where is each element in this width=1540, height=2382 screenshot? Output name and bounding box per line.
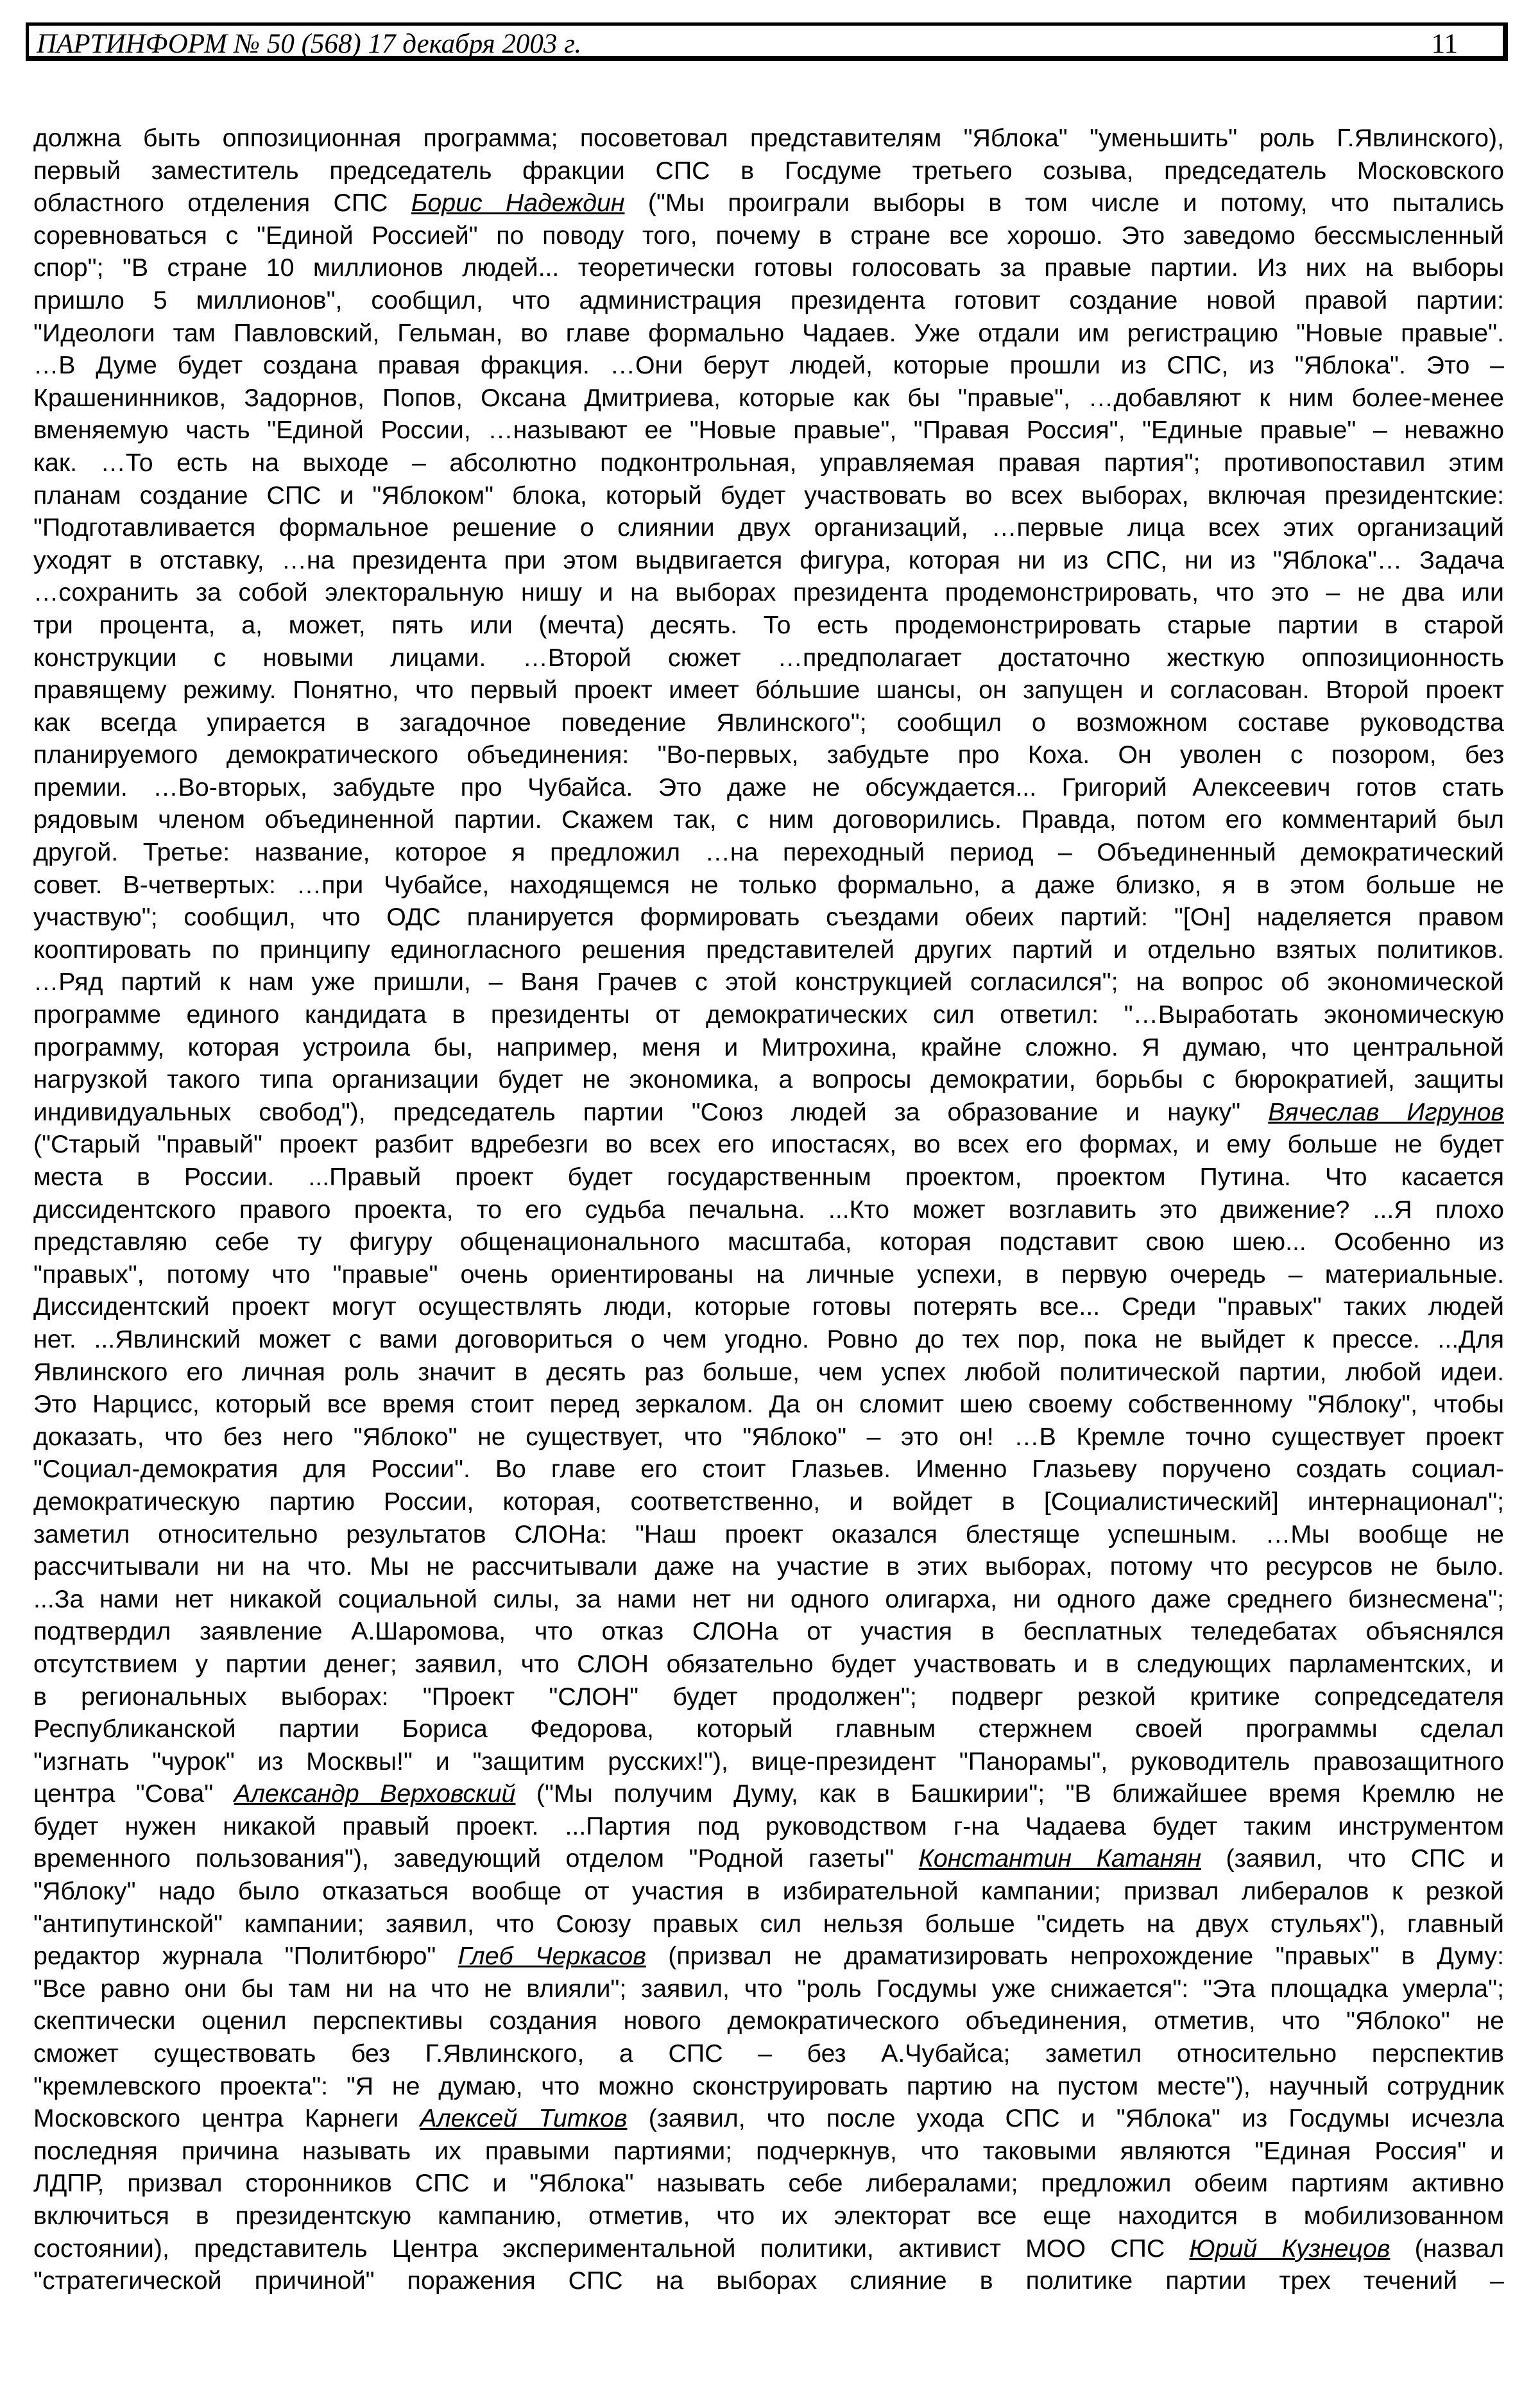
text-run: диссидентского правого проекта, то его судьба печальна. ...Кто может возглавить это движение? ...Я плохо [33,1195,1504,1224]
text-run: индивидуальных свобод"), председатель партии "Союз людей за образование и науку" [33,1097,1269,1126]
person-name: Борис Надеждин [411,189,625,218]
text-line [33,2200,1504,2232]
text-line [33,1356,1504,1389]
text-run: планам создание СПС и "Яблоком" блока, который будет участвовать во всех выборах, включая президентские: [33,481,1504,510]
text-run: кооптировать по принципу единогласного решения представителей других партий и отдельно взятых политиков. [33,935,1504,964]
text-run: вменяемую часть "Единой России, …называют ее "Новые правые", "Правая Россия", "Единые правые" – неважно [33,416,1504,445]
text-run: будет нужен никакой правый проект. ...Партия под руководством г-на Чадаева будет таким инструментом [33,1812,1504,1840]
text-line [33,219,1504,252]
text-line [33,1194,1504,1226]
text-run: как. …То есть на выходе – абсолютно подконтрольная, управляемая правая партия"; противопоставил этим [33,448,1504,477]
text-line [33,1128,1504,1161]
person-name: Вячеслав Игрунов [1268,1097,1504,1126]
text-line [33,382,1504,415]
text-run: нет. ...Явлинский может с вами договориться о чем угодно. Ровно до тех пор, пока не выйдет к прессе. ...Для [33,1324,1504,1353]
text-line [33,901,1504,934]
text-run: "правых", потому что "правые" очень ориентированы на личные успехи, в первую очередь – материальные. [33,1260,1504,1289]
text-run: уходят в отставку, …на президента при этом выдвигается фигура, которая ни из СПС, ни из "Яблока"… Задача [33,545,1504,574]
text-run: как всегда упирается в загадочное поведение Явлинского"; сообщил о возможном составе руководства [33,708,1504,737]
text-run: Республиканской партии Бориса Федорова, который главным стержнем своей программы сделал [33,1715,1504,1744]
text-run: "Идеологи там Павловский, Гельман, во главе формально Чадаев. Уже отдали им регистрацию "Новые правые". [33,318,1504,347]
text-run: (заявил, что после ухода СПС и "Яблока" из Госдумы исчезла [627,2104,1504,2133]
text-line [33,2167,1504,2200]
text-run: …В Думе будет создана правая фракция. …Они берут людей, которые прошли из СПС, из "Яблока". Это – [33,351,1504,380]
text-run: Крашенинников, Задорнов, Попов, Оксана Дмитриева, которые как бы "правые", …добавляют к ним более-менее [33,383,1504,412]
text-line [33,1842,1504,1875]
text-line [33,1486,1504,1518]
text-run: состоянии), представитель Центра экспериментальной политики, активист МОО СПС [33,2234,1190,2263]
text-line [33,2265,1504,2297]
text-run: "изгнать "чурок" из Москвы!" и "защитим русских!"), вице-президент "Панорамы", руководитель правозащитного [33,1747,1504,1776]
text-run: (призвал не драматизировать непрохождение "правых" в Думу: [646,1942,1504,1971]
text-run: редактор журнала "Политбюро" [33,1942,458,1971]
text-run: соревноваться с "Единой Россией" по поводу того, почему в стране все хорошо. Это заведомо бессмысленный [33,221,1504,250]
text-run: Явлинского его личная роль значит в десять раз больше, чем успех любой политической партии, любой идеи. [33,1357,1504,1386]
text-line [33,1421,1504,1453]
text-line [33,349,1504,382]
text-line [33,1973,1504,2005]
text-run: программе единого кандидата в президенты от демократических сил ответил: "…Выработать экономическую [33,1000,1504,1029]
text-run: демократическую партию России, которая, соответственно, и войдет в [Социалистический] интернационал"; [33,1487,1504,1516]
text-line [33,122,1504,155]
text-line [33,2232,1504,2265]
text-run: "Подготавливается формальное решение о слиянии двух организаций, …первые лица всех этих организаций [33,513,1504,542]
text-run: "стратегической причиной" поражения СПС на выборах слияние в политике партии трех течений – [33,2266,1504,2295]
text-line [33,479,1504,512]
text-run: …Ряд партий к нам уже пришли, – Ваня Грачев с этой конструкцией согласился"; на вопрос об экономической [33,968,1504,997]
text-line [33,414,1504,447]
text-line [33,869,1504,902]
text-line [33,2102,1504,2135]
text-run: совет. В-четвертых: …при Чубайсе, находящемся не только формально, а даже близко, я в этом больше не [33,870,1504,899]
text-run: скептически оценил перспективы создания нового демократического объединения, отметив, что "Яблоко" не [33,2007,1504,2035]
text-run: ...За нами нет никакой социальной силы, за нами нет ни одного олигарха, ни одного даже среднего бизнесмена"; [33,1584,1504,1613]
text-run: рассчитывали ни на что. Мы не рассчитывали даже на участие в этих выборах, потому что ресурсов не было. [33,1552,1504,1581]
text-run: представляю себе ту фигуру общенационального масштаба, которая подставит свою шею... Особенно из [33,1228,1504,1256]
text-line [33,1453,1504,1486]
text-line [33,674,1504,707]
person-name: Алексей Титков [420,2104,628,2133]
text-line [33,284,1504,317]
text-line [33,998,1504,1031]
text-line [33,1550,1504,1583]
text-line [33,1778,1504,1810]
text-line [33,1031,1504,1064]
text-line [33,1908,1504,1941]
text-run: места в России. ...Правый проект будет государственным проектом, проектом Путина. Что касается [33,1163,1504,1191]
text-line [33,2005,1504,2037]
text-line [33,2037,1504,2070]
text-line [33,1583,1504,1616]
person-name: Юрий Кузнецов [1189,2234,1390,2263]
page-header [26,22,1508,61]
text-run: планируемого демократического объединения: "Во-первых, забудьте про Коха. Он уволен с позором, без [33,741,1504,769]
text-run: правящему режиму. Понятно, что первый проект имеет бо́льшие шансы, он запущен и согласован. Второй проект [33,676,1504,705]
text-run: (назвал [1390,2234,1504,2263]
text-run: …сохранить за собой электоральную нишу и на выборах президента продемонстрировать, что это – не два или [33,578,1504,607]
text-line [33,1875,1504,1908]
text-line [33,187,1504,219]
text-run: спор"; "В стране 10 миллионов людей... теоретически готовы голосовать за правые партии. Из них на выборы [33,253,1504,282]
text-line [33,1161,1504,1194]
text-line [33,1810,1504,1843]
text-line [33,609,1504,642]
text-run: "Яблоку" надо было отказаться вообще от участия в избирательной кампании; призвал либералов к резкой [33,1877,1504,1906]
page-number: 11 [1431,29,1458,59]
text-run: (заявил, что СПС и [1201,1844,1504,1873]
text-line [33,1290,1504,1323]
text-run: ("Старый "правый" проект разбит вдребезги во всех его ипостасях, во всех его формах, и ему больше не будет [33,1130,1504,1159]
article-body [33,122,1504,2297]
text-run: подтвердил заявление А.Шаромова, что отказ СЛОНа от участия в бесплатных теледебатах объяснялся [33,1617,1504,1646]
text-line [33,1940,1504,1973]
text-run: Диссидентский проект могут осуществлять люди, которые готовы потерять все... Среди "правых" таких людей [33,1292,1504,1321]
text-run: первый заместитель председатель фракции СПС в Госдуме третьего созыва, председатель Московского [33,156,1504,185]
text-line [33,317,1504,350]
text-run: заметил относительно результатов СЛОНа: "Наш проект оказался блестяще успешным. …Мы вообще не [33,1520,1504,1548]
text-line [33,836,1504,869]
text-run: Московского центра Карнеги [33,2104,420,2133]
text-run: включиться в президентскую кампанию, отметив, что их электорат все еще находится в мобилизованном [33,2202,1504,2230]
text-run: "кремлевского проекта": "Я не думаю, что можно сконструировать партию на пустом месте"), научный сотрудник [33,2071,1504,2100]
text-line [33,707,1504,739]
text-run: программу, которая устроила бы, например, меня и Митрохина, крайне сложно. Я думаю, что центральной [33,1032,1504,1061]
text-run: Это Нарцисс, который все время стоит перед зеркалом. Да он сломит шею своему собственному "Яблоку", чтобы [33,1390,1504,1419]
text-line [33,1323,1504,1356]
text-run: "Все равно они бы там ни на что не влияли"; заявил, что "роль Госдумы уже снижается": "Эта площадка умерла"; [33,1974,1504,2003]
text-line [33,642,1504,674]
text-run: "антипутинской" кампании; заявил, что Союзу правых сил нельзя больше "сидеть на двух стульях"), главный [33,1909,1504,1938]
text-line [33,1648,1504,1681]
text-line [33,1226,1504,1258]
text-line [33,1096,1504,1129]
text-run: доказать, что без него "Яблоко" не существует, что "Яблоко" – это он! …В Кремле точно существует проект [33,1422,1504,1451]
text-run: премии. …Во-вторых, забудьте про Чубайса. Это даже не обсуждается... Григорий Алексеевич готов стать [33,773,1504,801]
text-run: ЛДПР, призвал сторонников СПС и "Яблока" называть себе либералами; предложил обеим партиям активно [33,2169,1504,2198]
text-line [33,1615,1504,1648]
text-run: конструкции с новыми лицами. …Второй сюжет …предполагает достаточно жесткую оппозиционность [33,643,1504,672]
newsletter-issue-title: ПАРТИНФОРМ № 50 (568) 17 декабря 2003 г. [37,29,582,59]
text-run: три процента, а, может, пять или (мечта) десять. То есть продемонстрировать старые партии в старой [33,610,1504,639]
text-line [33,803,1504,836]
text-line [33,966,1504,998]
text-line [33,771,1504,804]
text-run: областного отделения СПС [33,189,411,218]
text-run: отсутствием у партии денег; заявил, что СЛОН обязательно будет участвовать и в следующих парламентских, и [33,1649,1504,1678]
text-line [33,1388,1504,1421]
text-run: должна быть оппозиционная программа; посоветовал представителям "Яблока" "уменьшить" роль Г.Явлинского), [33,124,1504,152]
text-line [33,1681,1504,1713]
text-line [33,576,1504,609]
text-line [33,1518,1504,1551]
text-run: последняя причина называть их правыми партиями; подчеркнув, что таковыми являются "Единая Россия" и [33,2136,1504,2165]
text-run: "Социал-демократия для России". Во главе его стоит Глазьев. Именно Глазьеву поручено создать социал- [33,1455,1504,1484]
text-line [33,1745,1504,1778]
text-line [33,1063,1504,1096]
text-run: сможет существовать без Г.Явлинского, а СПС – без А.Чубайса; заметил относительно перспектив [33,2039,1504,2068]
text-line [33,511,1504,544]
text-line [33,1258,1504,1291]
text-line [33,2135,1504,2168]
text-run: центра "Сова" [33,1779,234,1808]
text-line [33,2070,1504,2103]
text-run: в региональных выборах: "Проект "СЛОН" будет продолжен"; подверг резкой критике сопредседателя [33,1682,1504,1711]
text-line [33,155,1504,187]
text-line [33,447,1504,479]
person-name: Константин Катанян [918,1844,1201,1873]
person-name: Александр Верховский [234,1779,516,1808]
text-run: ("Мы проиграли выборы в том числе и потому, что пытались [624,189,1504,218]
text-line [33,252,1504,284]
text-run: другой. Третье: название, которое я предложил …на переходный период – Объединенный демократический [33,838,1504,867]
text-run: рядовым членом объединенной партии. Скажем так, с ним договорились. Правда, потом его комментарий был [33,805,1504,834]
text-line [33,934,1504,966]
text-run: пришло 5 миллионов", сообщил, что администрация президента готовит создание новой правой партии: [33,286,1504,314]
text-run: нагрузкой такого типа организации будет не экономика, а вопросы демократии, борьбы с бюрократией, защиты [33,1065,1504,1094]
text-run: временного пользования"), заведующий отделом "Родной газеты" [33,1844,919,1873]
text-line [33,739,1504,771]
text-line [33,544,1504,577]
text-run: ("Мы получим Думу, как в Башкирии"; "В ближайшее время Кремлю не [515,1779,1504,1808]
person-name: Глеб Черкасов [458,1942,646,1971]
text-run: участвую"; сообщил, что ОДС планируется формировать съездами обеих партий: "[Он] наделяется правом [33,903,1504,932]
text-line [33,1713,1504,1745]
